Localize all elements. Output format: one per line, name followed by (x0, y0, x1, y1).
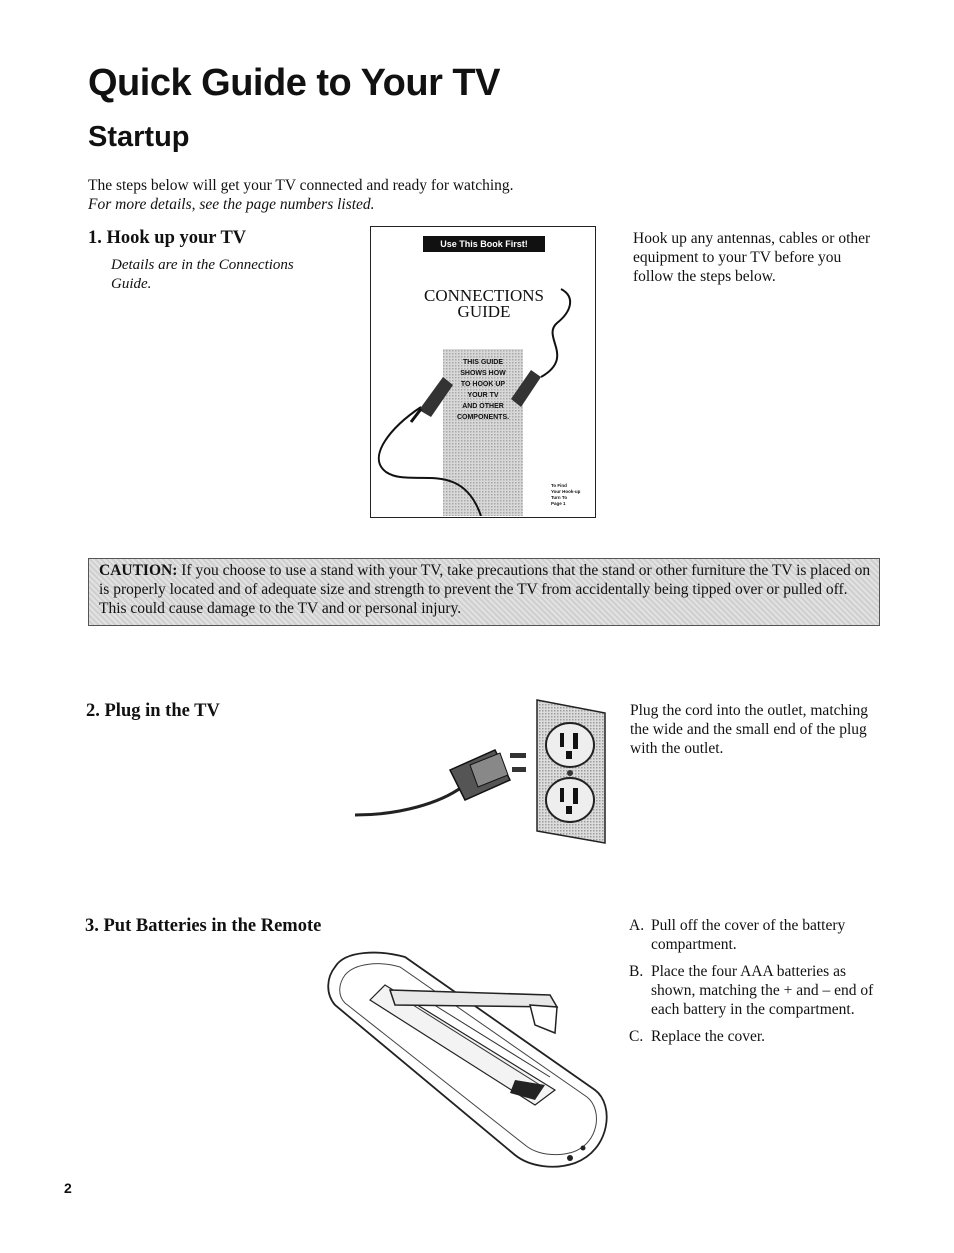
booklet-corner-line: Turn To (551, 495, 568, 500)
list-letter: A. (629, 917, 645, 934)
list-text: Place the four AAA batteries as shown, matching the + and – end of each battery in the compartment. (651, 963, 874, 1018)
section-title: Startup (88, 121, 190, 153)
booklet-corner-text (551, 483, 580, 507)
booklet-inner-line: THIS GUIDE (462, 359, 504, 366)
booklet-inner-text (455, 357, 511, 423)
booklet-title: GUIDE (457, 302, 511, 321)
list-item (629, 1027, 889, 1046)
booklet-inner-line: YOUR TV (467, 392, 499, 399)
step1-body: Hook up any antennas, cables or other equipment to your TV before you follow the steps below. (633, 230, 871, 285)
battery-steps-list (629, 916, 889, 1054)
booklet-corner-line: To Find (551, 483, 567, 488)
intro-line: The steps below will get your TV connected and ready for watching. (88, 177, 514, 194)
booklet-inner-line: COMPONENTS. (456, 414, 510, 421)
list-item (629, 962, 889, 1019)
page-title: Quick Guide to Your TV (88, 62, 500, 104)
step3-heading: 3. Put Batteries in the Remote (85, 916, 322, 936)
caution-text: If you choose to use a stand with your TV, take precautions that the stand or other furniture the TV is placed on is properly located and of adequate size and strength to prevent the TV from accidentally being tipped over or pulled off. This could cause damage to the TV and or personal injury. (99, 562, 871, 617)
plug-outlet-illustration (350, 695, 610, 850)
caution-box (88, 558, 880, 626)
connections-guide-illustration (370, 226, 596, 518)
booklet-inner-line: AND OTHER (462, 403, 504, 410)
list-letter: B. (629, 963, 644, 980)
booklet-banner: Use This Book First! (423, 236, 545, 252)
intro-text (88, 176, 608, 214)
step2-body: Plug the cord into the outlet, matching the wide and the small end of the plug with the outlet. (630, 702, 869, 757)
caution-label: CAUTION: (99, 562, 178, 579)
list-item (629, 916, 889, 954)
booklet-corner-line: Page 1 (551, 501, 566, 506)
intro-note: For more details, see the page numbers listed. (88, 196, 375, 213)
list-text: Replace the cover. (651, 1028, 766, 1045)
booklet-title: CONNECTIONS (424, 286, 544, 305)
booklet-corner-line: Your Hook-up (551, 489, 581, 494)
step1-note-line: Guide. (111, 276, 152, 292)
booklet-inner-line: SHOWS HOW (460, 370, 506, 377)
list-text: Pull off the cover of the battery compartment. (651, 917, 846, 953)
booklet-inner-line: TO HOOK UP (460, 381, 506, 388)
step1-note (111, 256, 351, 294)
step2-heading: 2. Plug in the TV (86, 701, 220, 721)
step1-heading: 1. Hook up your TV (88, 228, 247, 248)
list-letter: C. (629, 1028, 644, 1045)
page-number: 2 (64, 1180, 72, 1196)
remote-illustration (325, 945, 615, 1170)
step1-note-line: Details are in the Connections (111, 257, 294, 273)
